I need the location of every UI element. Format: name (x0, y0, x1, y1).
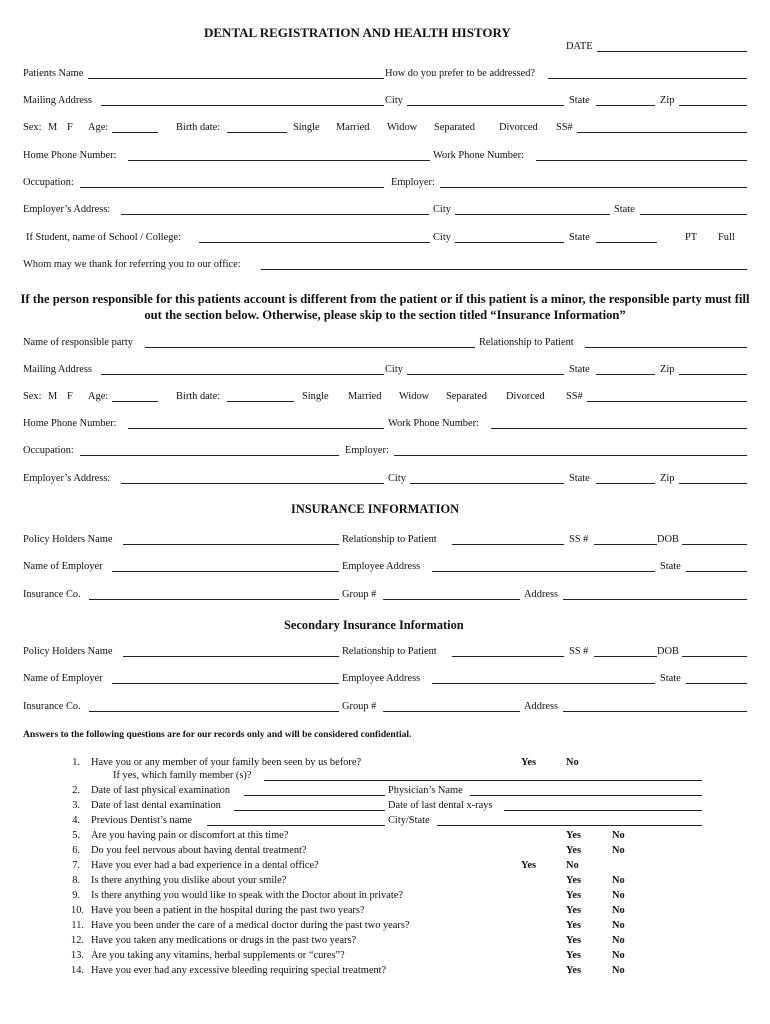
responsible-city-label: City (385, 364, 403, 375)
last-dental-exam-field[interactable] (234, 810, 385, 811)
responsible-sex-f-option[interactable]: F (67, 391, 73, 402)
age-field[interactable] (112, 132, 158, 133)
secondary-ss-label: SS # (569, 646, 589, 657)
dentist-city-state-field[interactable] (437, 825, 702, 826)
responsible-state-field[interactable] (596, 374, 655, 375)
question-number: 14. (71, 965, 84, 976)
responsible-occupation-field[interactable] (80, 455, 339, 456)
responsible-employer-field[interactable] (394, 455, 747, 456)
yes-option[interactable]: Yes (566, 845, 582, 856)
question-text: Is there anything you dislike about your smile? (91, 875, 287, 886)
referral-field[interactable] (261, 269, 747, 270)
responsible-employer-state-field[interactable] (596, 483, 655, 484)
form-title: DENTAL REGISTRATION AND HEALTH HISTORY (204, 25, 511, 40)
secondary-state-label: State (660, 673, 681, 684)
home-phone-field[interactable] (128, 160, 430, 161)
patients-name-field[interactable] (88, 78, 384, 79)
employer-city-label: City (433, 204, 451, 215)
insured-relationship-label: Relationship to Patient (342, 534, 437, 545)
physician-name-label: Physician’s Name (388, 785, 463, 796)
responsible-relationship-label: Relationship to Patient (479, 337, 574, 348)
birth-date-field[interactable] (227, 132, 287, 133)
mailing-address-field[interactable] (101, 105, 384, 106)
question-number: 4. (72, 815, 80, 826)
city-field[interactable] (407, 105, 564, 106)
question-text: Have you ever had any excessive bleeding requiring special treatment? (91, 965, 387, 976)
responsible-mailing-label: Mailing Address (23, 364, 92, 375)
group-label: Group # (342, 589, 377, 600)
question-number: 7. (72, 860, 80, 871)
work-phone-field[interactable] (536, 160, 747, 161)
question-number: 11. (71, 920, 84, 931)
no-option[interactable]: No (612, 935, 625, 946)
secondary-insurance-co-field[interactable] (89, 711, 339, 712)
city-state-label: City/State (388, 815, 430, 826)
responsible-employers-address-field[interactable] (121, 483, 384, 484)
insured-relationship-field[interactable] (452, 544, 564, 545)
secondary-ss-field[interactable] (594, 656, 657, 657)
previous-dentist-field[interactable] (207, 825, 385, 826)
question-text: If yes, which family member (s)? (113, 770, 252, 781)
responsible-work-phone-label: Work Phone Number: (388, 418, 479, 429)
yes-option[interactable]: Yes (521, 860, 537, 871)
secondary-state-field[interactable] (686, 683, 747, 684)
question-number: 6. (72, 845, 80, 856)
student-school-label: If Student, name of School / College: (26, 232, 181, 243)
question-text: Is there anything you would like to speak with the Doctor about in private? (91, 890, 403, 901)
student-state-field[interactable] (596, 242, 657, 243)
question-text: Have you been under the care of a medical doctor during the past two years? (91, 920, 410, 931)
prefer-addressed-field[interactable] (548, 78, 747, 79)
responsible-age-label: Age: (88, 391, 109, 402)
responsible-ss-label: SS# (566, 391, 583, 402)
responsible-employers-address-label: Employer’s Address: (23, 473, 111, 484)
employer-state-label: State (614, 204, 635, 215)
insured-employer-field[interactable] (112, 571, 339, 572)
no-option[interactable]: No (612, 965, 625, 976)
question-number: 10. (71, 905, 84, 916)
married-option[interactable]: Married (336, 122, 370, 133)
secondary-address-label: Address (524, 701, 559, 712)
secondary-insurance-co-label: Insurance Co. (23, 701, 81, 712)
responsible-home-phone-field[interactable] (128, 428, 384, 429)
question-text: Have you or any member of your family been seen by us before? (91, 757, 362, 768)
insured-dob-field[interactable] (682, 544, 747, 545)
secondary-employer-label: Name of Employer (23, 673, 103, 684)
insured-ss-label: SS # (569, 534, 589, 545)
single-option[interactable]: Single (293, 122, 320, 133)
secondary-dob-label: DOB (657, 646, 679, 657)
responsible-zip-field[interactable] (679, 374, 747, 375)
yes-option[interactable]: Yes (566, 905, 582, 916)
responsible-employer-state-label: State (569, 473, 590, 484)
secondary-employee-address-label: Employee Address (342, 673, 421, 684)
responsible-relationship-field[interactable] (585, 347, 747, 348)
last-physical-field[interactable] (244, 795, 385, 796)
insured-ss-field[interactable] (594, 544, 657, 545)
date-label: DATE (566, 41, 593, 52)
question-number: 3. (72, 800, 80, 811)
employer-city-field[interactable] (455, 214, 610, 215)
question-number: 1. (72, 757, 80, 768)
employer-state-field[interactable] (640, 214, 747, 215)
yes-option[interactable]: Yes (566, 965, 582, 976)
pt-option[interactable]: PT (685, 232, 698, 243)
responsible-name-label: Name of responsible party (23, 337, 133, 348)
secondary-group-field[interactable] (383, 711, 520, 712)
secondary-dob-field[interactable] (682, 656, 747, 657)
employee-address-label: Employee Address (342, 561, 421, 572)
no-option[interactable]: No (612, 890, 625, 901)
question-text: Date of last physical examination (91, 785, 231, 796)
no-option[interactable]: No (612, 845, 625, 856)
employee-address-field[interactable] (432, 571, 655, 572)
no-option[interactable]: No (612, 920, 625, 931)
secondary-group-label: Group # (342, 701, 377, 712)
group-field[interactable] (383, 599, 520, 600)
no-option[interactable]: No (566, 860, 579, 871)
insured-employer-label: Name of Employer (23, 561, 103, 572)
responsible-party-notice: If the person responsible for this patients account is different from the patient or if this patient is a minor, the responsible party must fill out the section below. Otherwise, please skip to the section titled “Insurance Information” (20, 292, 750, 322)
yes-option[interactable]: Yes (521, 757, 537, 768)
policy-holder-field[interactable] (123, 544, 339, 545)
responsible-zip-label: Zip (660, 364, 675, 375)
patients-name-label: Patients Name (23, 68, 84, 79)
responsible-name-field[interactable] (145, 347, 475, 348)
work-phone-label: Work Phone Number: (433, 150, 524, 161)
no-option[interactable]: No (612, 875, 625, 886)
yes-option[interactable]: Yes (566, 890, 582, 901)
policy-holder-label: Policy Holders Name (23, 534, 113, 545)
full-option[interactable]: Full (718, 232, 735, 243)
insurance-co-field[interactable] (89, 599, 339, 600)
question-text: Are you taking any vitamins, herbal supplements or “cures”? (91, 950, 345, 961)
responsible-employer-city-field[interactable] (410, 483, 564, 484)
question-number: 2. (72, 785, 80, 796)
secondary-insurance-title: Secondary Insurance Information (284, 618, 464, 632)
no-option[interactable]: No (612, 830, 625, 841)
no-option[interactable]: No (566, 757, 579, 768)
responsible-home-phone-label: Home Phone Number: (23, 418, 117, 429)
zip-label: Zip (660, 95, 675, 106)
responsible-employer-zip-field[interactable] (679, 483, 747, 484)
responsible-widow-option[interactable]: Widow (399, 391, 430, 402)
ss-label: SS# (556, 122, 573, 133)
no-option[interactable]: No (612, 950, 625, 961)
question-text: Date of last dental examination (91, 800, 221, 811)
secondary-policy-holder-field[interactable] (123, 656, 339, 657)
responsible-city-field[interactable] (407, 374, 564, 375)
zip-field[interactable] (679, 105, 747, 106)
yes-option[interactable]: Yes (566, 920, 582, 931)
insured-state-label: State (660, 561, 681, 572)
sex-m-option[interactable]: M (48, 122, 58, 133)
student-school-field[interactable] (199, 242, 430, 243)
widow-option[interactable]: Widow (387, 122, 418, 133)
family-member-field[interactable] (264, 780, 702, 781)
question-text: Previous Dentist’s name (91, 815, 193, 826)
question-number: 5. (72, 830, 80, 841)
student-city-field[interactable] (455, 242, 564, 243)
ss-field[interactable] (577, 132, 747, 133)
date-field[interactable] (597, 51, 747, 52)
insured-state-field[interactable] (686, 571, 747, 572)
employer-label: Employer: (391, 177, 435, 188)
sex-f-option[interactable]: F (67, 122, 73, 133)
responsible-separated-option[interactable]: Separated (446, 391, 487, 402)
secondary-relationship-label: Relationship to Patient (342, 646, 437, 657)
secondary-relationship-field[interactable] (452, 656, 564, 657)
responsible-birth-date-field[interactable] (227, 401, 294, 402)
state-field[interactable] (596, 105, 655, 106)
physician-name-field[interactable] (470, 795, 702, 796)
divorced-option[interactable]: Divorced (499, 122, 538, 133)
responsible-sex-label: Sex: (23, 391, 42, 402)
state-label: State (569, 95, 590, 106)
question-number: 9. (72, 890, 80, 901)
secondary-employer-field[interactable] (112, 683, 339, 684)
question-text: Have you taken any medications or drugs in the past two years? (91, 935, 357, 946)
confidential-note: Answers to the following questions are for our records only and will be considered confidential. (23, 729, 412, 740)
employers-address-field[interactable] (121, 214, 429, 215)
referral-label: Whom may we thank for referring you to our office: (23, 259, 241, 270)
question-text: Do you feel nervous about having dental treatment? (91, 845, 307, 856)
responsible-divorced-option[interactable]: Divorced (506, 391, 545, 402)
responsible-single-option[interactable]: Single (302, 391, 329, 402)
responsible-employer-zip-label: Zip (660, 473, 675, 484)
sex-label: Sex: (23, 122, 42, 133)
age-label: Age: (88, 122, 109, 133)
responsible-age-field[interactable] (112, 401, 158, 402)
responsible-sex-m-option[interactable]: M (48, 391, 58, 402)
insurance-address-field[interactable] (563, 599, 747, 600)
question-text: Have you been a patient in the hospital during the past two years? (91, 905, 365, 916)
separated-option[interactable]: Separated (434, 122, 475, 133)
responsible-occupation-label: Occupation: (23, 445, 74, 456)
insurance-co-label: Insurance Co. (23, 589, 81, 600)
secondary-employee-address-field[interactable] (432, 683, 655, 684)
yes-option[interactable]: Yes (566, 830, 582, 841)
last-xray-field[interactable] (504, 810, 702, 811)
responsible-employer-city-label: City (388, 473, 406, 484)
mailing-address-label: Mailing Address (23, 95, 92, 106)
yes-option[interactable]: Yes (566, 935, 582, 946)
occupation-label: Occupation: (23, 177, 74, 188)
question-text: Have you ever had a bad experience in a dental office? (91, 860, 319, 871)
responsible-work-phone-field[interactable] (491, 428, 747, 429)
responsible-ss-field[interactable] (587, 401, 747, 402)
responsible-married-option[interactable]: Married (348, 391, 382, 402)
insurance-section-title: INSURANCE INFORMATION (291, 502, 460, 516)
no-option[interactable]: No (612, 905, 625, 916)
occupation-field[interactable] (80, 187, 384, 188)
student-city-label: City (433, 232, 451, 243)
prefer-addressed-label: How do you prefer to be addressed? (385, 68, 536, 79)
responsible-employer-label: Employer: (345, 445, 389, 456)
employer-field[interactable] (440, 187, 747, 188)
employers-address-label: Employer’s Address: (23, 204, 111, 215)
question-number: 13. (71, 950, 84, 961)
question-number: 8. (72, 875, 80, 886)
student-state-label: State (569, 232, 590, 243)
secondary-address-field[interactable] (563, 711, 747, 712)
yes-option[interactable]: Yes (566, 875, 582, 886)
city-label: City (385, 95, 403, 106)
responsible-mailing-field[interactable] (101, 374, 384, 375)
secondary-policy-holder-label: Policy Holders Name (23, 646, 113, 657)
birth-date-label: Birth date: (176, 122, 221, 133)
question-number: 12. (71, 935, 84, 946)
question-text: Are you having pain or discomfort at this time? (91, 830, 289, 841)
responsible-birth-date-label: Birth date: (176, 391, 221, 402)
yes-option[interactable]: Yes (566, 950, 582, 961)
last-xray-label: Date of last dental x-rays (388, 800, 493, 811)
responsible-state-label: State (569, 364, 590, 375)
insurance-address-label: Address (524, 589, 559, 600)
home-phone-label: Home Phone Number: (23, 150, 117, 161)
insured-dob-label: DOB (657, 534, 679, 545)
